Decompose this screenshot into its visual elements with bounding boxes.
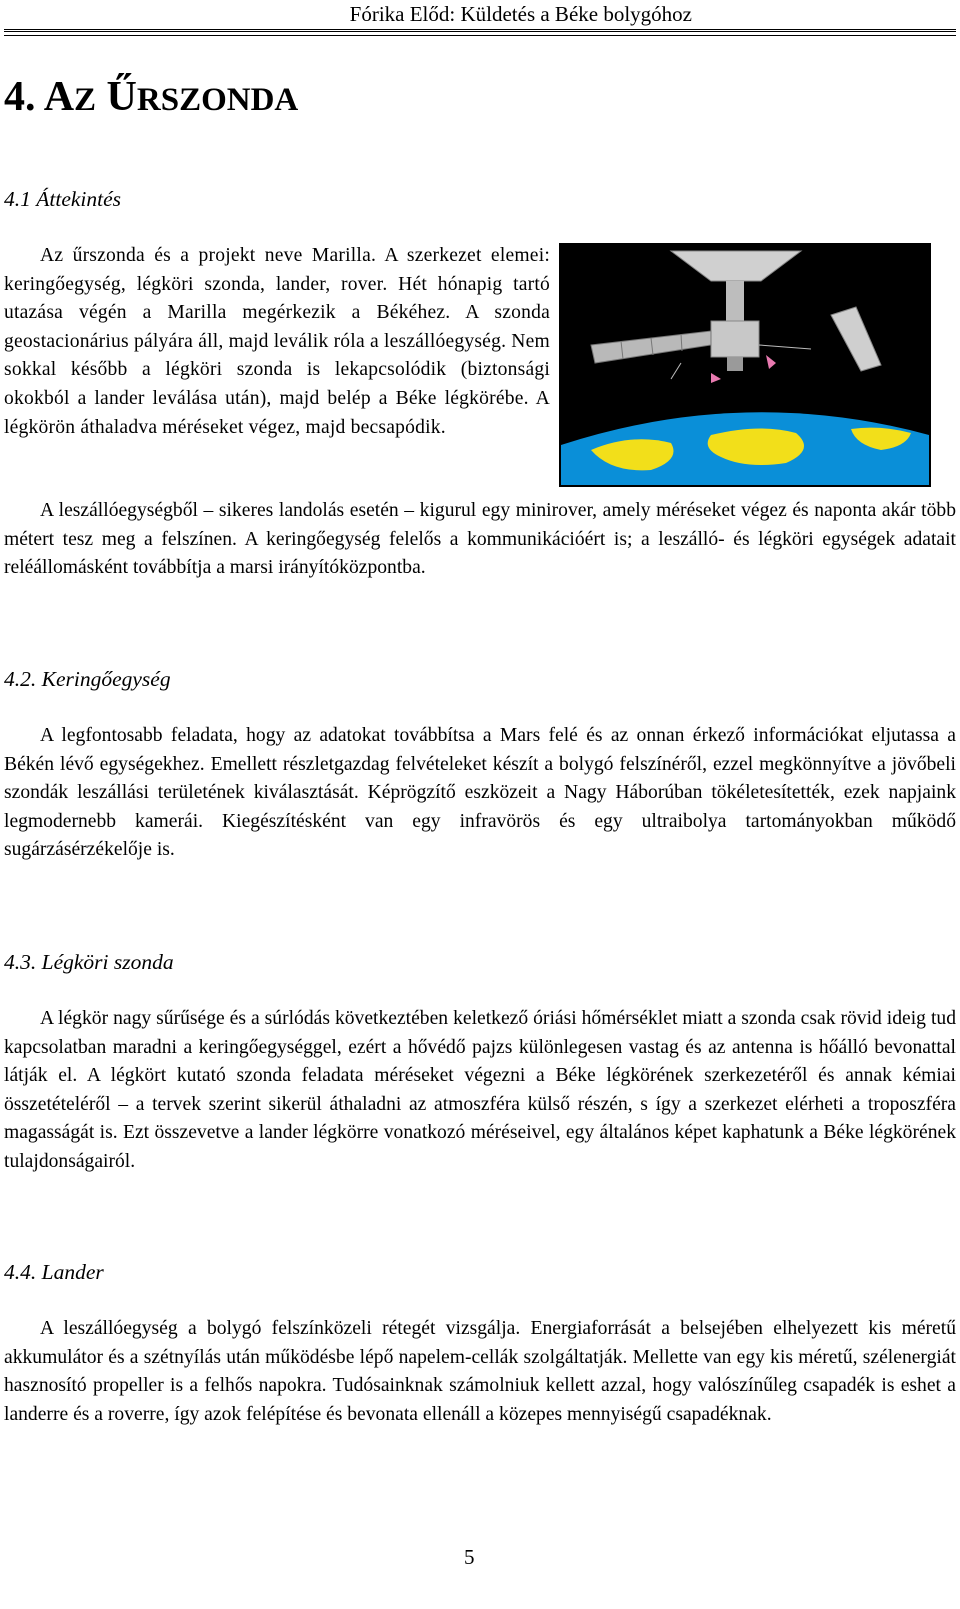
spacecraft-figure — [559, 243, 931, 487]
section-paragraph: A leszállóegység a bolygó felszínközeli rétegét vizsgálja. Energiaforrását a belsejében elhelyezett kis méretű akkumulátor és a szétnyílás után működésbe lépő napelem-cellák szolgáltatják. Mellette van egy kis méretű, szélenergiát hasznosító propeller is a felhős napokra. Tudósainknak számolniuk kellett azzal, hogy valószínűleg csapadék is eshet a landerre és a roverre, így azok felépítése és bevonata ellenáll a közepes mennyiségű csapadéknak. — [4, 1318, 956, 1425]
chapter-title — [4, 76, 298, 118]
chapter-word-b-rest: RSZONDA — [136, 82, 299, 118]
page-number: 5 — [464, 1545, 475, 1569]
section-title-legkori-szonda: 4.3. Légköri szonda — [4, 950, 174, 974]
section-title-lander: 4.4. Lander — [4, 1260, 104, 1284]
section-title-attekintes: 4.1 Áttekintés — [4, 187, 122, 211]
header-rule — [4, 29, 956, 36]
section-title-keringoegyseg: 4.2. Keringőegység — [4, 667, 171, 691]
section-paragraph: Az űrszonda és a projekt neve Marilla. A szerkezet elemei: keringőegység, légköri szonda, lander, rover. Hét hónapig tartó utazása végén a Marilla megérkezik a Békéhez. A szonda geostacionárius pályára áll, majd leválik róla a leszállóegység. Nem sokkal később a légköri szonda is lekapcsolódik (biztonsági okokból a lander leválása után), majd belép a Béke légkörébe. A légkörön áthaladva méréseket végez, majd becsapódik. — [4, 245, 550, 438]
chapter-initial-b: Ű — [106, 74, 137, 120]
section-paragraph: A leszállóegységből – sikeres landolás esetén – kigurul egy minirover, amely méréseket végez és naponta akár több métert tesz meg a felszínen. A keringőegység felelős a kommunikációért is; a leszálló- és légköri egységek adatait reléállomásként továbbítja a marsi irányítóközpontba. — [4, 500, 956, 579]
spacecraft-illustration-icon — [561, 245, 929, 485]
chapter-initial-a: A — [43, 74, 75, 120]
section-paragraph: A legfontosabb feladata, hogy az adatokat továbbítsa a Mars felé és az onnan érkező információkat eljutassa a Békén lévő egységekhez. Emellett részletgazdag felvételeket készít a bolygó felszínéről, ezzel megkönnyítve a jövőbeli szondák leszállási területének kiválasztását. Képrögzítő eszközeit a Nagy Háborúban tökéletesítették, ezek napjaink legmodernebb kamerái. Kiegészítésként van egy infravörös és egy ultraibolya tartományokban működő sugárzásérzékelője is. — [4, 725, 956, 861]
chapter-word-a-rest: Z — [74, 82, 97, 118]
section-paragraph: A légkör nagy sűrűsége és a súrlódás következtében keletkező óriási hőmérséklet miatt a szonda csak rövid ideig tud kapcsolatban maradni a keringőegységgel, ezért a hővédő pajzs különlegesen vastag és az antenna is hőálló bevonattal látják el. A légkört kutató szonda feladata méréseket végezni a Béke légkörének szerkezetéről és annak kémiai összetételéről – a tervek szerint sikerül áthaladni az atmoszféra külső részén, s így a szerkezet elérheti a troposzféra magasságát is. Ezt összevetve a lander légkörre vonatkozó méréseivel, egy általános képet kaphatunk a Béke légkörének tulajdonságairól. — [4, 1008, 956, 1172]
running-header: Fórika Előd: Küldetés a Béke bolygóhoz — [349, 2, 692, 26]
chapter-number: 4. — [4, 74, 36, 120]
